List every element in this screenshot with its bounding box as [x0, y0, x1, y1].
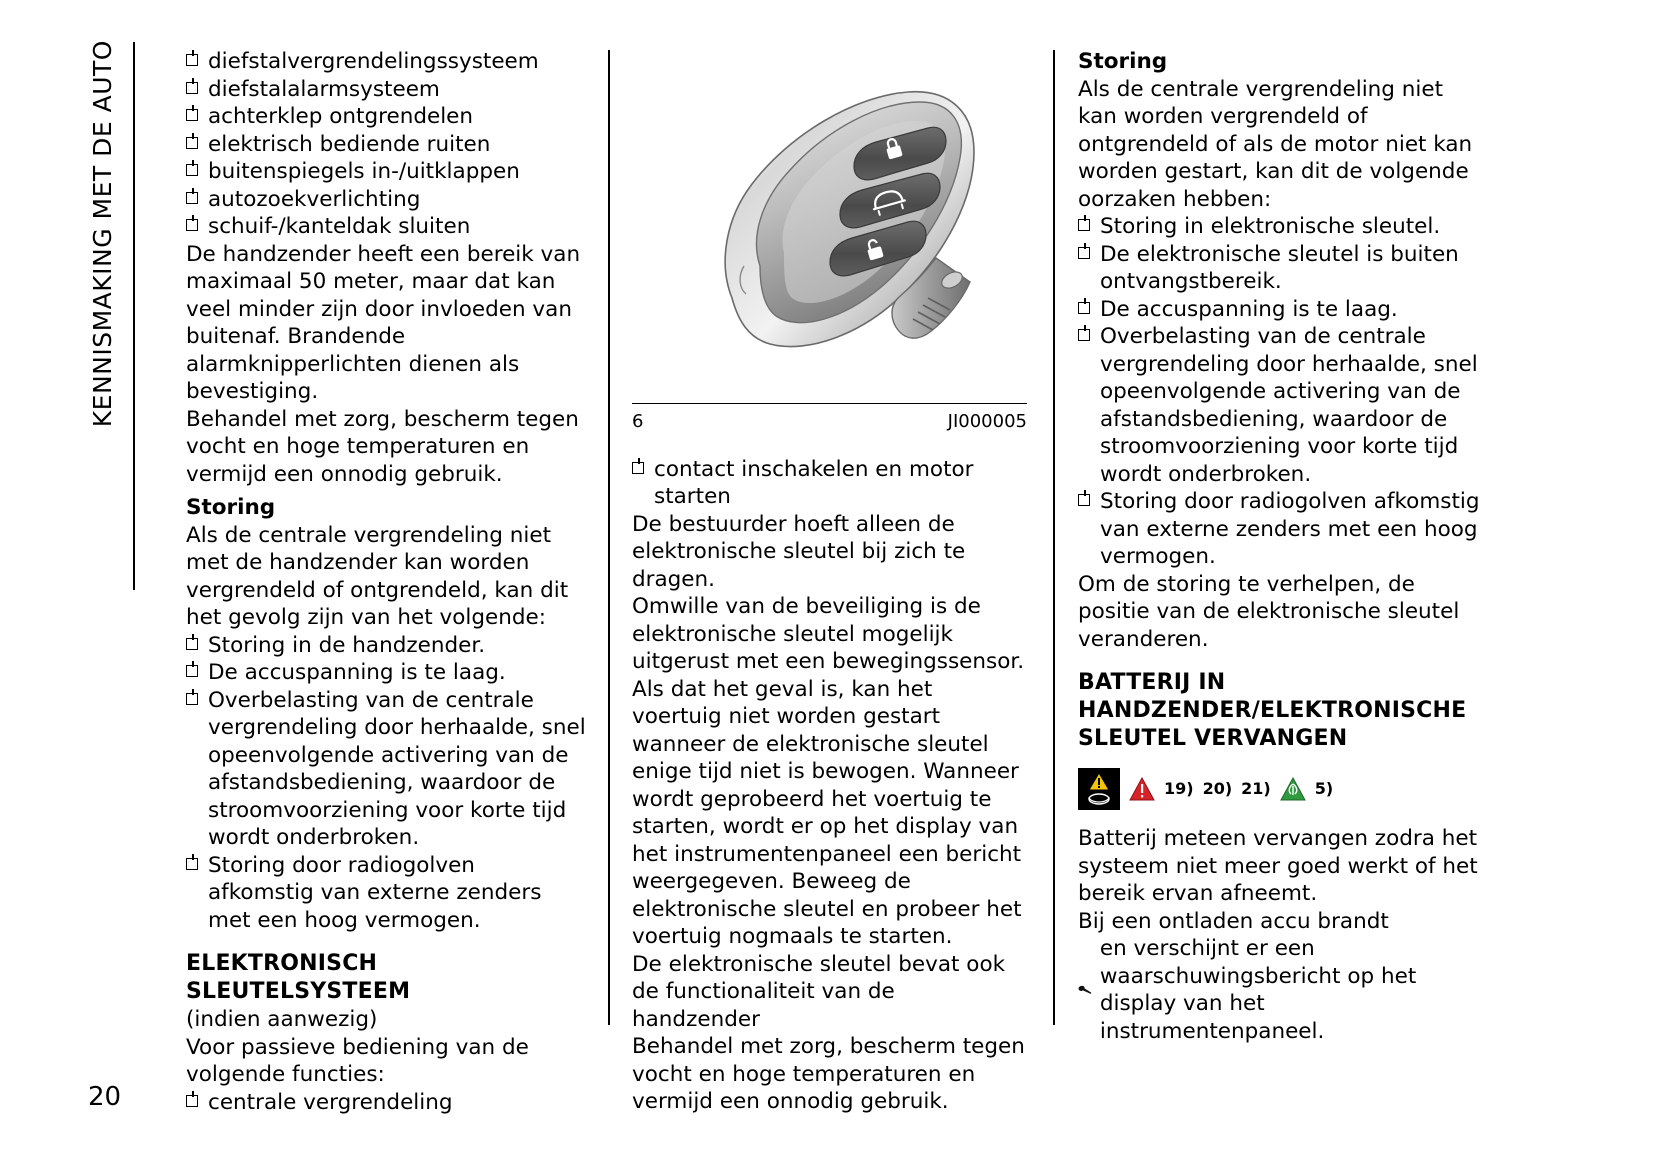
reference-20: 20) [1202, 779, 1233, 799]
list-item: buitenspiegels in-/uitklappen [186, 158, 586, 186]
list-item: Storing door radiogolven afkomstig van externe zenders met een hoog vermogen. [186, 852, 586, 935]
section-heading-storing: Storing [186, 495, 276, 520]
section-heading-batterij-vervangen: BATTERIJ IN HANDZENDER/ELEKTRONISCHE SLEUTEL VERVANGEN [1078, 670, 1467, 751]
square-bullet-icon [186, 638, 198, 650]
environment-triangle-icon [1280, 777, 1306, 801]
list-item: contact inschakelen en motor starten [632, 456, 1027, 511]
reference-21: 21) [1241, 779, 1271, 799]
body-paragraph: en verschijnt er een waarschuwingsbericht op het display van het instrumentenpaneel. [1099, 936, 1417, 1044]
list-item: centrale vergrendeling [186, 1089, 586, 1117]
square-bullet-icon [632, 462, 644, 474]
list-item: De elektronische sleutel is buiten ontvangstbereik. [1078, 241, 1483, 296]
column-divider-2 [1053, 50, 1055, 1025]
body-paragraph: Als de centrale vergrendeling niet kan worden vergrendeld of ontgrendeld of als de motor niet kan worden gestart, kan dit de volgende oorzaken hebben: [1078, 76, 1473, 212]
square-bullet-icon [186, 82, 198, 94]
list-item: elektrisch bediende ruiten [186, 131, 586, 159]
square-bullet-icon [186, 693, 198, 705]
body-paragraph: Omwille van de beveiliging is de elektronische sleutel mogelijk uitgerust met een bewegingssensor. Als dat het geval is, kan het voertuig niet worden gestart wanneer de elektronische sleutel enige tijd niet is bewogen. Wanneer wordt geprobeerd het voertuig te starten, wordt er op het display van het instrumentenpaneel een bericht weergegeven. Beweeg de elektronische sleutel en probeer het voertuig nogmaals te starten. [632, 594, 1025, 949]
square-bullet-icon [186, 137, 198, 149]
chapter-divider [133, 42, 135, 590]
list-item: Overbelasting van de centrale vergrendeling door herhaalde, snel opeenvolgende activering van de afstandsbediening, waardoor de stroomvoorziening voor korte tijd wordt onderbroken. [186, 687, 586, 852]
battery-warning-icon [1078, 768, 1120, 810]
column-1 [186, 48, 586, 1116]
square-bullet-icon [1078, 247, 1090, 259]
list-item: Storing door radiogolven afkomstig van externe zenders met een hoog vermogen. [1078, 488, 1483, 571]
square-bullet-icon [1078, 302, 1090, 314]
body-paragraph: Bij een ontladen accu brandt [1078, 908, 1389, 934]
figure-caption [632, 408, 1027, 436]
reference-5: 5) [1314, 779, 1334, 799]
body-paragraph: Als de centrale vergrendeling niet met de handzender kan worden vergrendeld of ontgrendeld, kan dit het gevolg zijn van het volgende: [186, 522, 569, 630]
chapter-tab-label: KENNISMAKING MET DE AUTO [87, 40, 117, 428]
body-paragraph: Batterij meteen vervangen zodra het systeem niet meer goed werkt of het bereik ervan afneemt. [1078, 826, 1478, 906]
square-bullet-icon [186, 109, 198, 121]
body-paragraph: Om de storing te verhelpen, de positie van de elektronische sleutel veranderen. [1078, 571, 1460, 652]
section-heading-storing: Storing [1078, 49, 1168, 74]
wrench-warning-line [1078, 935, 1483, 1045]
square-bullet-icon [186, 858, 198, 870]
square-bullet-icon [186, 192, 198, 204]
square-bullet-icon [186, 665, 198, 677]
body-paragraph: De elektronische sleutel bevat ook de functionaliteit van de handzender [632, 951, 1006, 1032]
square-bullet-icon [1078, 219, 1090, 231]
list-item: De accuspanning is te laag. [186, 659, 586, 687]
warning-icon-row [1078, 767, 1483, 811]
list-item: De accuspanning is te laag. [1078, 296, 1483, 324]
electronic-key-illustration [640, 48, 1020, 378]
list-item: Overbelasting van de centrale vergrendeling door herhaalde, snel opeenvolgende activering van de afstandsbediening, waardoor de stroomvoorziening voor korte tijd wordt onderbroken. [1078, 323, 1483, 488]
column-3 [1078, 48, 1483, 1045]
figure-code: JI000005 [947, 411, 1027, 432]
figure-key-fob [632, 48, 1027, 404]
square-bullet-icon [186, 1095, 198, 1107]
square-bullet-icon [1078, 494, 1090, 506]
list-item: schuif-/kanteldak sluiten [186, 213, 586, 241]
list-item: Storing in elektronische sleutel. [1078, 213, 1483, 241]
page-number: 20 [88, 1082, 122, 1112]
square-bullet-icon [1078, 329, 1090, 341]
section-heading-elektronisch-sleutelsysteem: ELEKTRONISCH SLEUTELSYSTEEM [186, 951, 411, 1004]
list-item: achterklep ontgrendelen [186, 103, 586, 131]
body-paragraph: Behandel met zorg, bescherm tegen vocht en hoge temperaturen en vermijd een onnodig gebruik. [632, 1034, 1025, 1114]
chapter-tab [78, 40, 126, 600]
body-paragraph: De handzender heeft een bereik van maximaal 50 meter, maar dat kan veel minder zijn door invloeden van buitenaf. Brandende alarmknipperlichten dienen als bevestiging. [186, 241, 581, 404]
square-bullet-icon [186, 164, 198, 176]
warning-triangle-icon [1129, 777, 1155, 801]
list-item: Storing in de handzender. [186, 632, 586, 660]
body-paragraph: De bestuurder hoeft alleen de elektronische sleutel bij zich te dragen. [632, 511, 966, 592]
body-paragraph: Behandel met zorg, bescherm tegen vocht en hoge temperaturen en vermijd een onnodig gebruik. [186, 406, 579, 487]
figure-number: 6 [632, 411, 644, 432]
square-bullet-icon [186, 219, 198, 231]
list-item: diefstalvergrendelingssysteem [186, 48, 586, 76]
square-bullet-icon [186, 54, 198, 66]
body-paragraph: Voor passieve bediening van de volgende functies: [186, 1034, 529, 1087]
column-divider-1 [608, 50, 610, 1025]
wrench-icon [1078, 977, 1092, 1003]
body-paragraph: (indien aanwezig) [186, 1007, 378, 1032]
list-item: autozoekverlichting [186, 186, 586, 214]
list-item: diefstalalarmsysteem [186, 76, 586, 104]
reference-19: 19) [1164, 779, 1194, 799]
column-2 [632, 48, 1027, 1116]
